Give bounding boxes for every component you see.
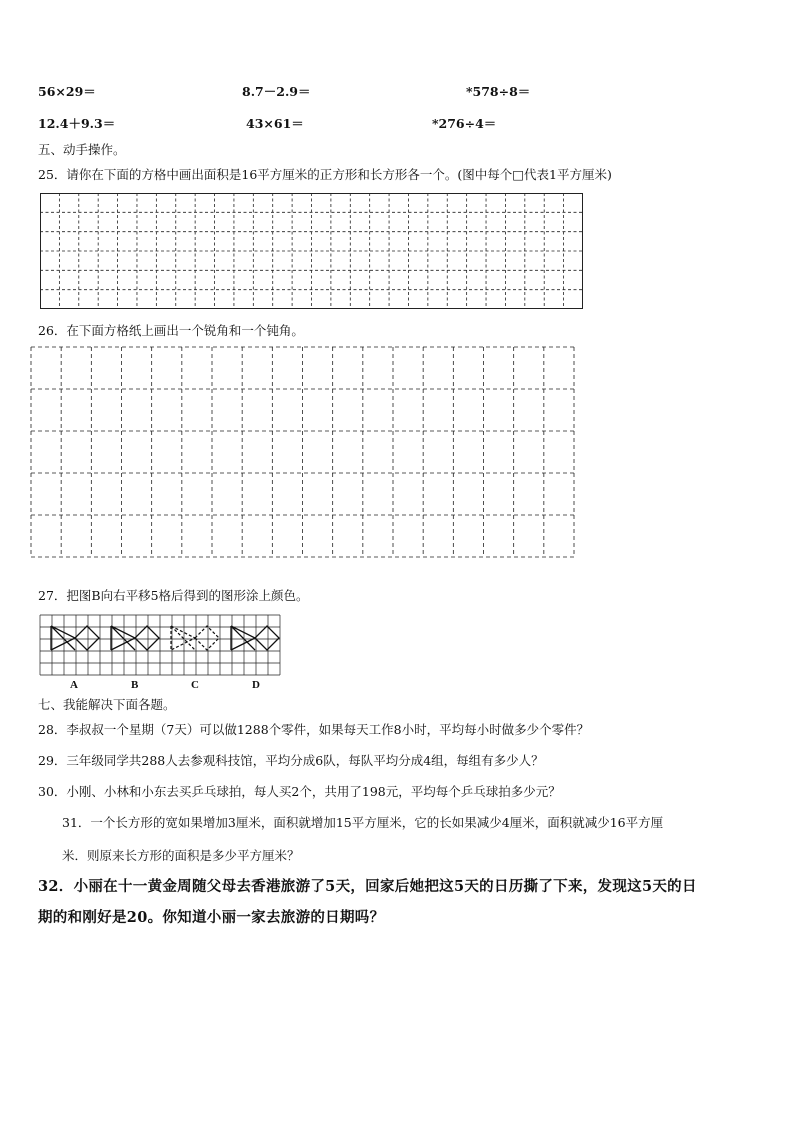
question-27: 27．把图B向右平移5格后得到的图形涂上颜色。 [38, 588, 309, 603]
calc-item-6: *276÷4＝ [432, 116, 497, 131]
question-25: 25．请你在下面的方格中画出面积是16平方厘米的正方形和长方形各一个。(图中每个□代表1平方厘米) [38, 167, 612, 182]
shape-a [51, 626, 99, 650]
question-28: 28．李叔叔一个星期（7天）可以做1288个零件，如果每天工作8小时，平均每小时做多少个零件？ [38, 722, 590, 737]
question-30: 30．小刚、小林和小东去买乒乓球拍，每人买2个，共用了198元，平均每个乒乓球拍多少元？ [38, 784, 561, 799]
calc-item-4: 12.4＋9.3＝ [38, 116, 116, 131]
q27-translation-figure [39, 614, 283, 678]
section-seven-title: 七、我能解决下面各题。 [38, 697, 176, 712]
label-c: C [191, 679, 199, 691]
section-five-title: 五、动手操作。 [38, 142, 126, 157]
label-b: B [131, 679, 139, 691]
calc-item-1: 56×29＝ [38, 84, 96, 99]
calc-item-3: *578÷8＝ [466, 84, 531, 99]
question-32-line-2: 期的和刚好是20。你知道小丽一家去旅游的日期吗？ [38, 909, 385, 926]
question-32-line-1: 32．小丽在十一黄金周随父母去香港旅游了5天，回家后她把这5天的日历撕了下来，发现这5天的日 [38, 878, 697, 895]
shape-c [171, 626, 219, 650]
shape-d [231, 626, 279, 650]
shape-b [111, 626, 159, 650]
calc-item-5: 43×61＝ [246, 116, 304, 131]
question-31-line-2: 米．则原来长方形的面积是多少平方厘米？ [62, 848, 300, 863]
question-31-line-1: 31．一个长方形的宽如果增加3厘米，面积就增加15平方厘米，它的长如果减少4厘米，面积就减少16平方厘 [62, 815, 664, 830]
q26-square-grid [30, 346, 575, 558]
label-a: A [70, 679, 78, 691]
q25-square-grid [40, 193, 584, 310]
label-d: D [252, 679, 260, 691]
question-26: 26．在下面方格纸上画出一个锐角和一个钝角。 [38, 323, 304, 338]
question-29: 29．三年级同学共288人去参观科技馆，平均分成6队，每队平均分成4组，每组有多少人？ [38, 753, 544, 768]
calc-item-2: 8.7－2.9＝ [242, 84, 311, 99]
